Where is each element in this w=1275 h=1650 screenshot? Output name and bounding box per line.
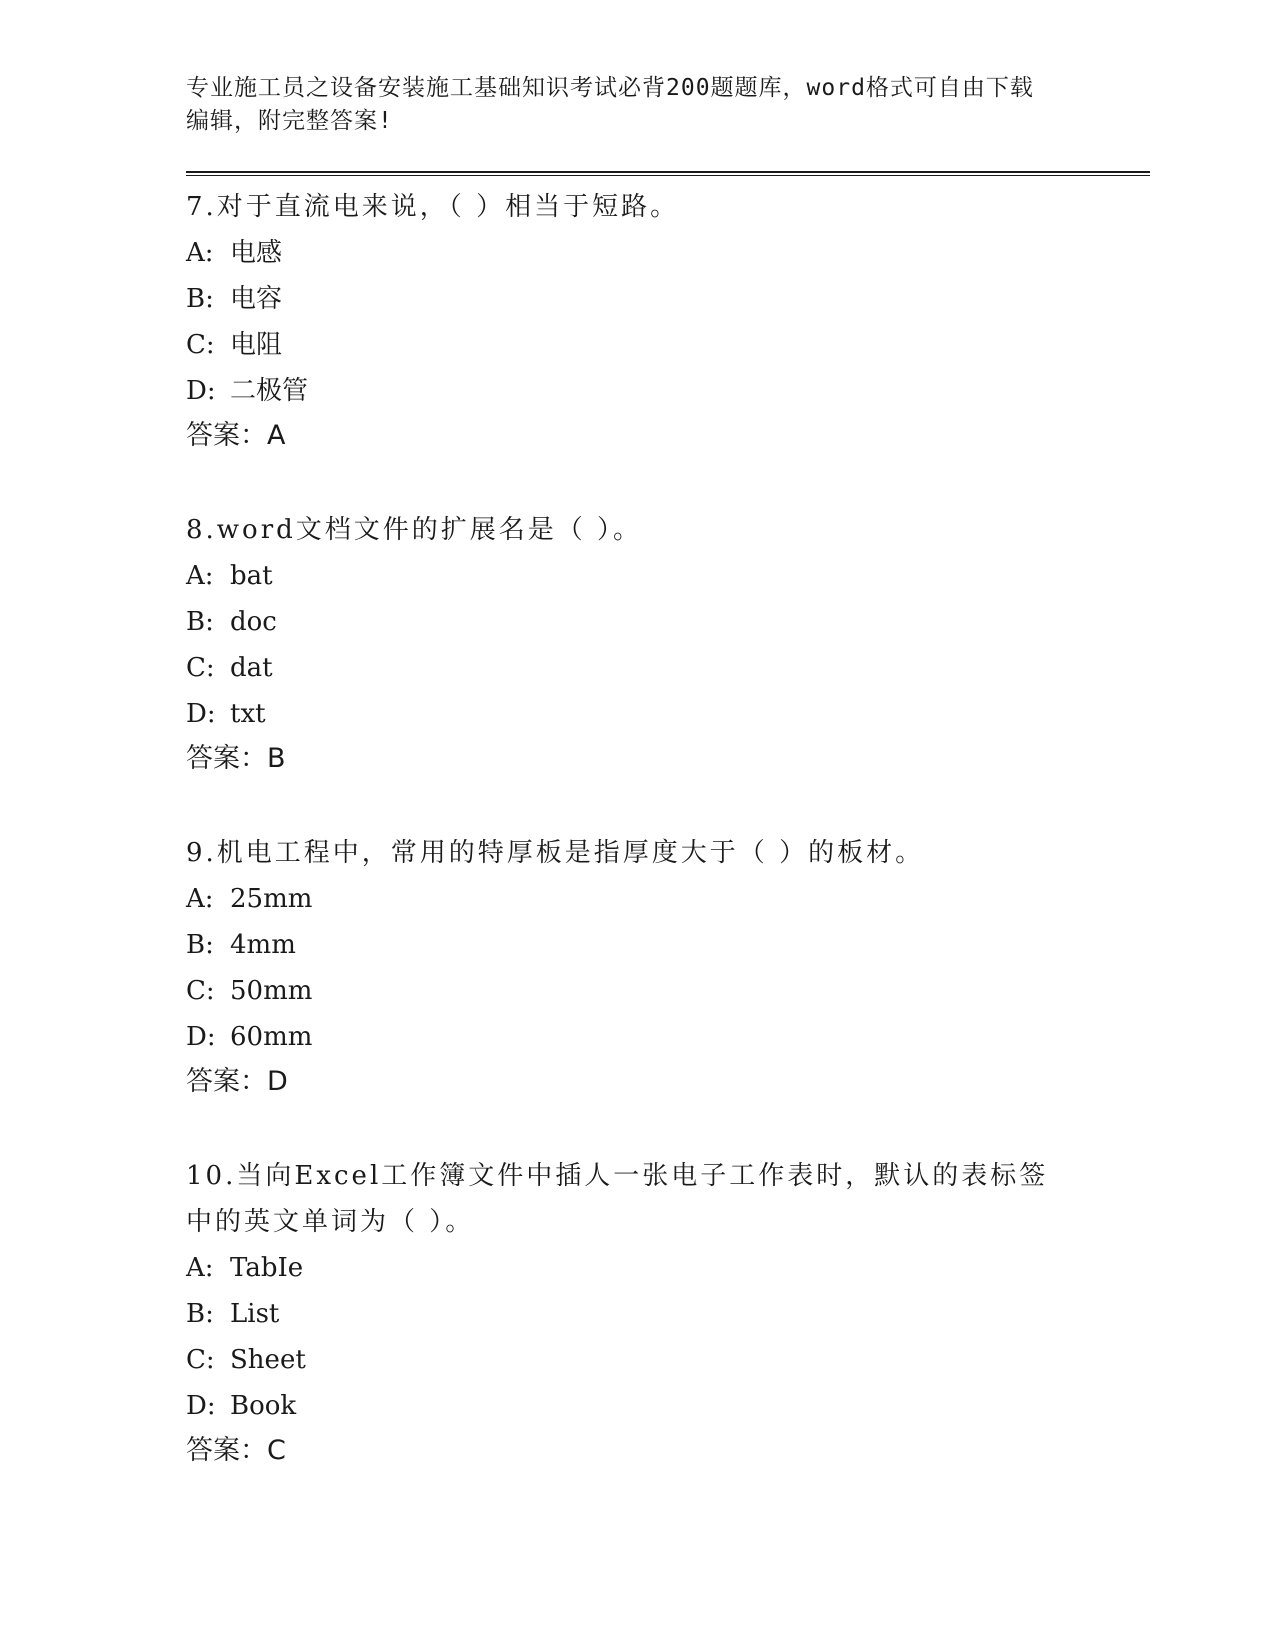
option-key: B: [186, 930, 214, 960]
option-value: 25mm [230, 884, 313, 914]
option-value: 二极管 [230, 376, 309, 406]
option-value: 电阻 [230, 330, 283, 360]
option-c [186, 645, 1146, 691]
header-line-1: 专业施工员之设备安装施工基础知识考试必背200题题库，word格式可自由下载 [186, 75, 1034, 101]
option-key: B: [186, 607, 214, 637]
option-key: D: [186, 1391, 216, 1421]
option-b [186, 599, 1146, 645]
option-d [186, 1383, 1146, 1429]
header-divider [186, 171, 1150, 176]
option-value: 4mm [230, 930, 296, 960]
option-b [186, 1291, 1146, 1337]
option-value: List [230, 1299, 280, 1329]
option-value: 50mm [230, 976, 313, 1006]
option-key: B: [186, 284, 214, 314]
option-key: C: [186, 976, 215, 1006]
option-value: TabIe [230, 1253, 304, 1283]
option-key: B: [186, 1299, 214, 1329]
question-block [186, 507, 1146, 781]
question-text: 7.对于直流电来说，（ ）相当于短路。 [186, 192, 680, 222]
option-value: txt [230, 699, 266, 729]
option-key: C: [186, 330, 215, 360]
option-d [186, 1014, 1146, 1060]
option-value: 电容 [230, 284, 283, 314]
option-key: D: [186, 699, 216, 729]
answer-text: 答案：C [186, 1435, 286, 1466]
option-key: A: [186, 884, 214, 914]
option-c [186, 1337, 1146, 1383]
option-value: dat [230, 653, 273, 683]
option-c [186, 322, 1146, 368]
question-block [186, 184, 1146, 458]
option-value: Sheet [230, 1345, 306, 1375]
option-b [186, 276, 1146, 322]
question-block [186, 830, 1146, 1104]
option-b [186, 922, 1146, 968]
option-key: C: [186, 653, 215, 683]
option-a [186, 553, 1146, 599]
option-a [186, 230, 1146, 276]
option-value: bat [230, 561, 273, 591]
option-key: A: [186, 238, 214, 268]
option-key: A: [186, 1253, 214, 1283]
answer-text: 答案：B [186, 743, 286, 774]
question-text: 8.word文档文件的扩展名是（ ）。 [186, 515, 643, 545]
option-value: Book [230, 1391, 297, 1421]
document-header [186, 72, 1066, 138]
question-text: 10.当向Excel工作簿文件中插人一张电子工作表时，默认的表标签中的英文单词为（ ）。 [186, 1161, 1049, 1237]
option-d [186, 368, 1146, 414]
option-c [186, 968, 1146, 1014]
question-block [186, 1153, 1146, 1473]
option-key: A: [186, 561, 214, 591]
option-key: D: [186, 1022, 216, 1052]
header-line-2: 编辑，附完整答案! [186, 108, 393, 134]
option-key: C: [186, 1345, 215, 1375]
option-a [186, 876, 1146, 922]
answer-text: 答案：D [186, 1066, 288, 1097]
document-page [186, 72, 1146, 1473]
option-value: 60mm [230, 1022, 313, 1052]
answer-text: 答案：A [186, 420, 286, 451]
question-text: 9.机电工程中，常用的特厚板是指厚度大于（ ）的板材。 [186, 838, 925, 868]
option-value: 电感 [230, 238, 283, 268]
option-a [186, 1245, 1146, 1291]
option-value: doc [230, 607, 277, 637]
option-key: D: [186, 376, 216, 406]
option-d [186, 691, 1146, 737]
